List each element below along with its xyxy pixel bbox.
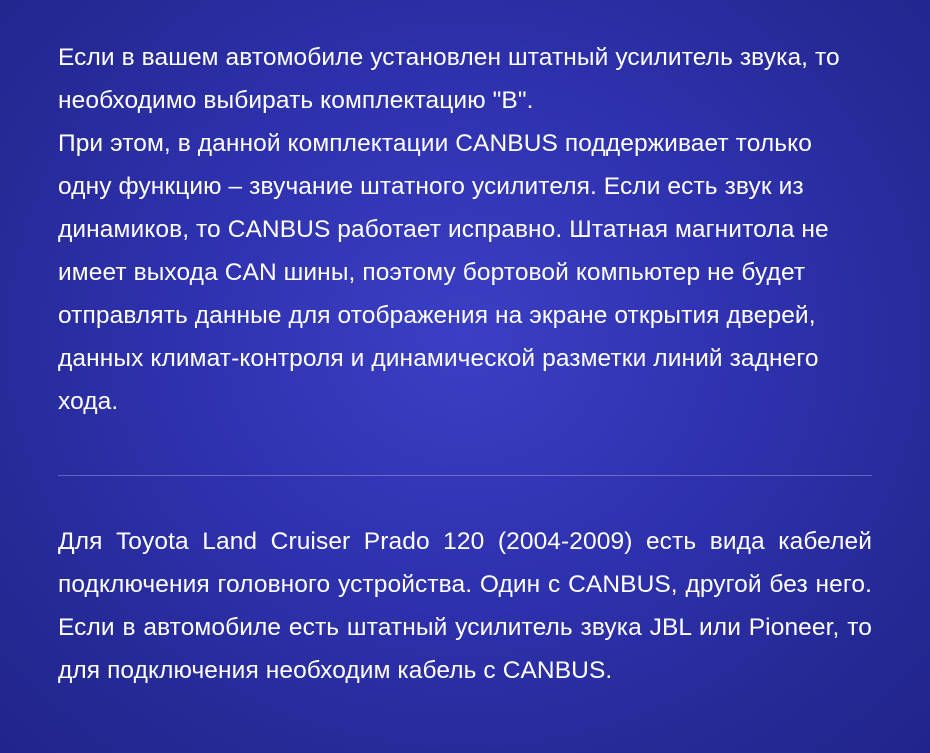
paragraph-amplifier-requirement: Если в вашем автомобиле установлен штатный усилитель звука, то необходимо выбирать комплектацию "B". xyxy=(58,44,840,114)
paragraph-canbus-function: При этом, в данной комплектации CANBUS поддерживает только одну функцию – звучание штатного усилителя. Если есть звук из динамиков, то CANBUS работает исправно. Штатная магнитола не имеет выхода CAN шины, поэтому бортовой компьютер не будет отправлять данные для отображения на экране открытия дверей, данных климат-контроля и динамической разметки линий заднего хода. xyxy=(58,130,829,415)
section-divider xyxy=(58,475,872,476)
paragraph-prado-cables: Для Toyota Land Cruiser Prado 120 (2004-2009) есть вида кабелей подключения головного устройства. Один с CANBUS, другой без него. Если в автомобиле есть штатный усилитель звука JBL или Pioneer, то для подключения необходим кабель с CANBUS. xyxy=(58,528,872,684)
text-block-amplifier-note xyxy=(58,36,872,423)
text-block-prado-cables-note xyxy=(58,520,872,692)
